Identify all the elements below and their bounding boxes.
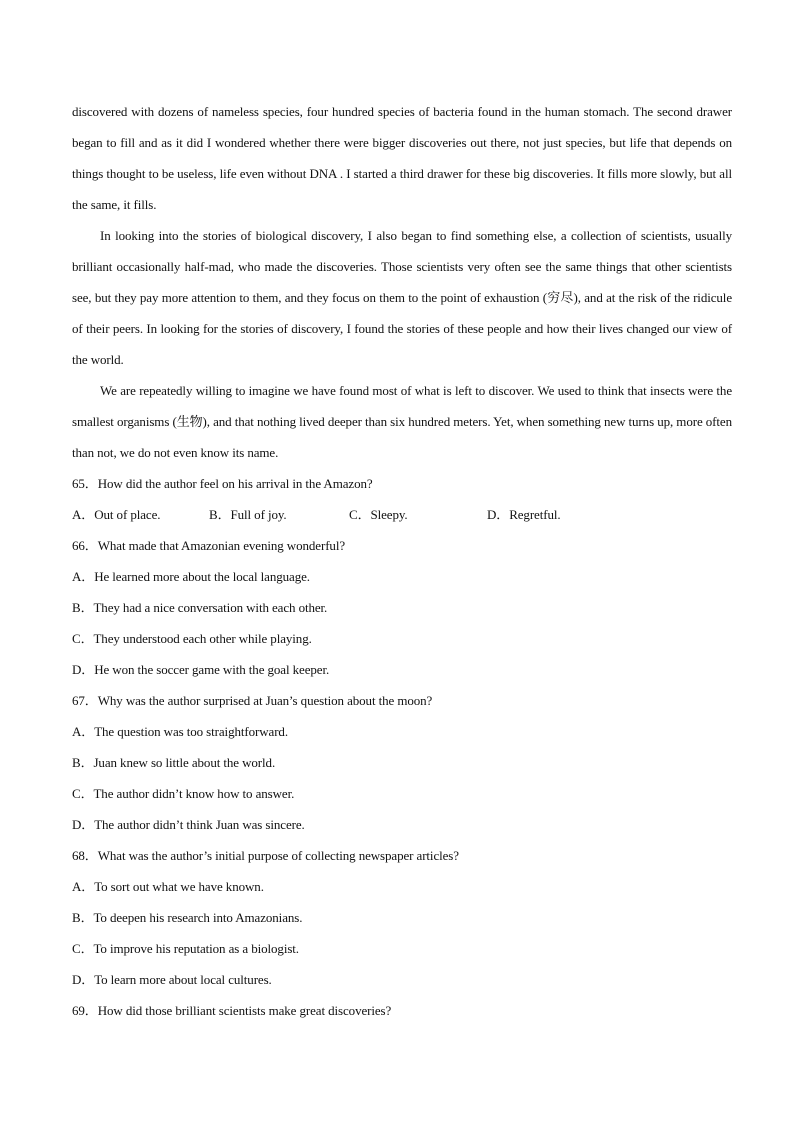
question-65-option-d: D．Regretful.: [487, 507, 561, 522]
question-66-option-c: C．They understood each other while playing.: [72, 631, 312, 646]
question-65-option-b: B．Full of joy.: [209, 507, 287, 522]
question-67-option-c: C．The author didn’t know how to answer.: [72, 786, 295, 801]
passage-paragraph-3: We are repeatedly willing to imagine we have found most of what is left to discover. We used to think that insects were the smallest organisms (生物), and that nothing lived deeper than six hundred meters. Yet, when something new turns up, more often than not, we do not even know its name.: [72, 383, 732, 460]
passage-paragraph-2: In looking into the stories of biological discovery, I also began to find something else, a collection of scientists, usually brilliant occasionally half-mad, who made the discoveries. Those scientists very often see the same things that other scientists see, but they pay more attention to them, and they focus on them to the point of exhaustion (穷尽), and at the risk of the ridicule of their peers. In looking for the stories of discovery, I found the stories of these people and how their lives changed our view of the world.: [72, 228, 732, 367]
document-body: [72, 96, 732, 1026]
question-67-stem: 67．Why was the author surprised at Juan’s question about the moon?: [72, 693, 433, 708]
question-65-option-c: C．Sleepy.: [349, 507, 408, 522]
question-68-stem: 68．What was the author’s initial purpose of collecting newspaper articles?: [72, 848, 459, 863]
question-66-option-d: D．He won the soccer game with the goal keeper.: [72, 662, 330, 677]
question-68-option-a: A．To sort out what we have known.: [72, 879, 264, 894]
passage-paragraph-1: discovered with dozens of nameless species, four hundred species of bacteria found in the human stomach. The second drawer began to fill and as it did I wondered whether there were bigger discoveries out there, not just species, but life that depends on things thought to be useless, life even without DNA . I started a third drawer for these big discoveries. It fills more slowly, but all the same, it fills.: [72, 104, 732, 212]
question-67-option-d: D．The author didn’t think Juan was sincere.: [72, 817, 305, 832]
question-69-stem: 69．How did those brilliant scientists make great discoveries?: [72, 1003, 392, 1018]
question-66-stem: 66．What made that Amazonian evening wonderful?: [72, 538, 346, 553]
question-67-option-b: B．Juan knew so little about the world.: [72, 755, 276, 770]
question-68-option-d: D．To learn more about local cultures.: [72, 972, 272, 987]
question-68-option-b: B．To deepen his research into Amazonians.: [72, 910, 303, 925]
question-65-options: [72, 499, 732, 530]
question-65-stem: 65．How did the author feel on his arrival in the Amazon?: [72, 476, 373, 491]
question-66-option-b: B．They had a nice conversation with each other.: [72, 600, 328, 615]
question-65-option-a: A．Out of place.: [72, 507, 161, 522]
question-68-option-c: C．To improve his reputation as a biologist.: [72, 941, 299, 956]
question-67-option-a: A．The question was too straightforward.: [72, 724, 288, 739]
question-66-option-a: A．He learned more about the local language.: [72, 569, 310, 584]
